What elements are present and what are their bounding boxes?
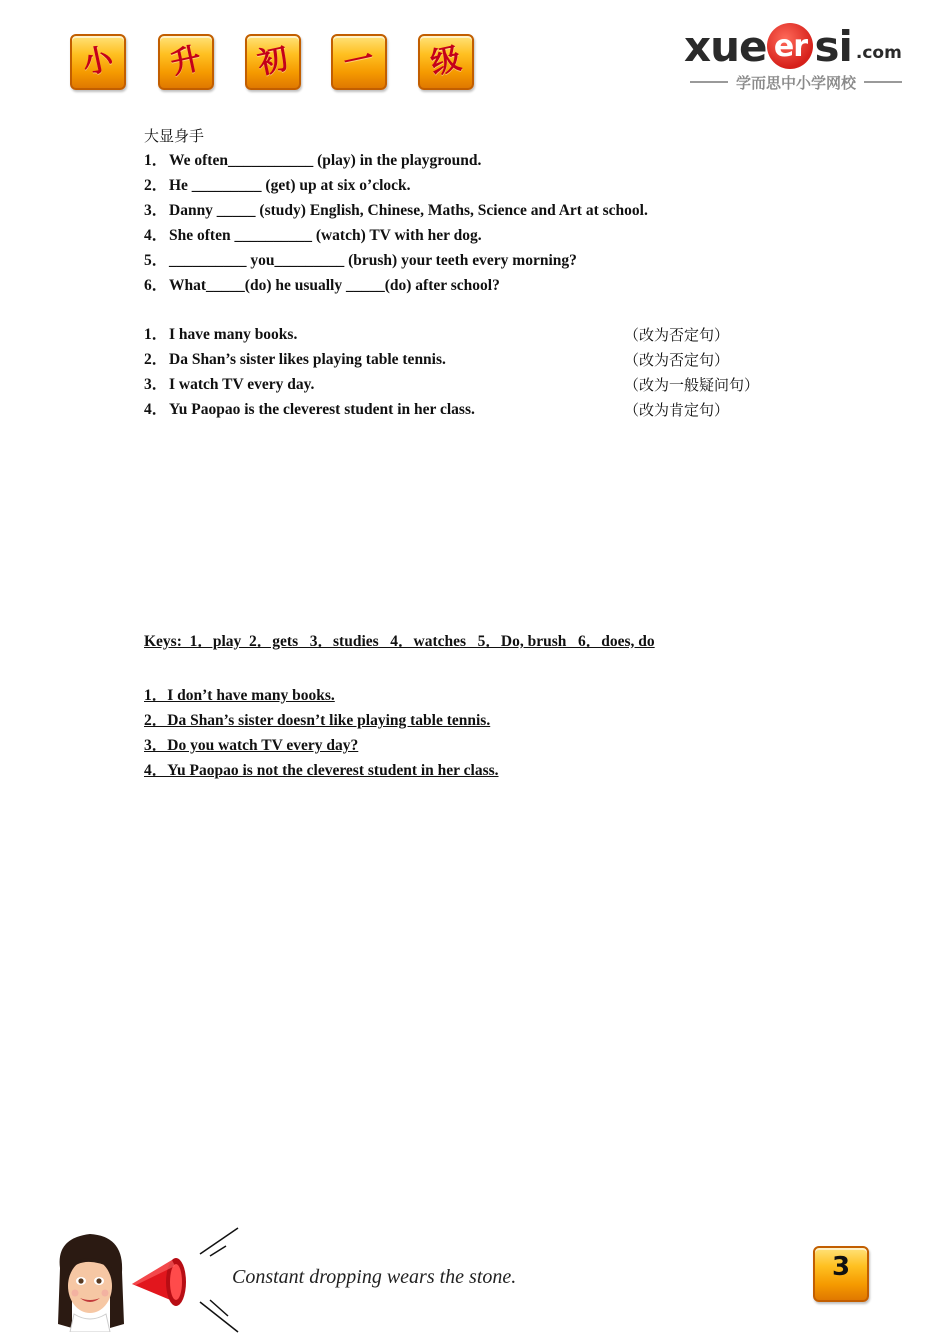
- logo-part: si: [814, 21, 852, 71]
- header-tiles: [70, 34, 490, 94]
- item-instruction: （改为一般疑问句）: [624, 376, 760, 394]
- header-tile: [70, 34, 126, 90]
- girl-illustration: [52, 1228, 130, 1332]
- xueersi-logo: [670, 21, 922, 96]
- logo-domain: .com: [855, 43, 902, 63]
- header-tile-char: 级: [427, 41, 465, 82]
- logo-wordmark: [684, 21, 902, 71]
- megaphone-icon: [128, 1254, 194, 1310]
- header-tile: [331, 34, 387, 90]
- exercise-item: [144, 275, 500, 297]
- transform-item: [144, 324, 297, 346]
- item-instruction: （改为否定句）: [624, 326, 730, 344]
- header-tile-char: 小: [79, 41, 117, 82]
- divider: [690, 81, 728, 83]
- answer-item: 3．Do you watch TV every day?: [144, 737, 359, 754]
- item-number: 4．: [144, 401, 168, 418]
- item-text: __________ you_________ (brush) your teeth every morning?: [169, 252, 577, 269]
- item-text: Da Shan’s sister likes playing table tennis.: [169, 351, 446, 368]
- item-text: I have many books.: [169, 326, 298, 343]
- answer-item: 4．Yu Paopao is not the cleverest student in her class.: [144, 762, 499, 779]
- header-tile: [158, 34, 214, 90]
- page-number: 3: [813, 1246, 869, 1302]
- item-text: What_____(do) he usually _____(do) after school?: [169, 277, 500, 294]
- header-tile: [418, 34, 474, 90]
- transform-item: [144, 399, 475, 421]
- exercise-item: [144, 225, 482, 247]
- item-number: 2．: [144, 177, 168, 194]
- exercise-item: [144, 250, 577, 272]
- item-instruction: （改为肯定句）: [624, 401, 730, 419]
- transform-item: [144, 349, 446, 371]
- header-tile-char: 初: [254, 41, 292, 82]
- item-text: We often___________ (play) in the playground.: [169, 152, 482, 169]
- header-tile-char: 升: [167, 41, 205, 82]
- logo-subtitle: 学而思中小学网校: [735, 73, 856, 92]
- item-number: 1．: [144, 152, 168, 169]
- item-text: I watch TV every day.: [169, 376, 315, 393]
- logo-subtitle-row: [670, 72, 922, 92]
- item-text: Yu Paopao is the cleverest student in her class.: [169, 401, 475, 418]
- item-number: 5．: [144, 252, 168, 269]
- transform-item: [144, 374, 314, 396]
- item-text: He _________ (get) up at six o’clock.: [169, 177, 411, 194]
- item-number: 2．: [144, 351, 168, 368]
- logo-er-circle: er: [767, 23, 813, 69]
- item-number: 4．: [144, 227, 168, 244]
- logo-part: xue: [684, 21, 767, 71]
- footer-motto: Constant dropping wears the stone.: [232, 1266, 517, 1288]
- item-number: 1．: [144, 326, 168, 343]
- section-title: 大显身手: [144, 127, 205, 145]
- answer-item: 2．Da Shan’s sister doesn’t like playing table tennis.: [144, 712, 491, 729]
- item-number: 6．: [144, 277, 168, 294]
- exercise-item: [144, 175, 411, 197]
- divider: [864, 81, 902, 83]
- item-text: She often __________ (watch) TV with her dog.: [169, 227, 482, 244]
- item-text: Danny _____ (study) English, Chinese, Maths, Science and Art at school.: [169, 202, 648, 219]
- item-number: 3．: [144, 202, 168, 219]
- answer-keys: Keys: 1．play 2．gets 3．studies 4．watches 5．Do, brush 6．does, do: [144, 633, 655, 650]
- header-tile-char: 一: [340, 41, 378, 82]
- answer-item: 1．I don’t have many books.: [144, 687, 335, 704]
- item-instruction: （改为否定句）: [624, 351, 730, 369]
- exercise-item: [144, 200, 648, 222]
- header-tile: [245, 34, 301, 90]
- exercise-item: [144, 150, 481, 172]
- item-number: 3．: [144, 376, 168, 393]
